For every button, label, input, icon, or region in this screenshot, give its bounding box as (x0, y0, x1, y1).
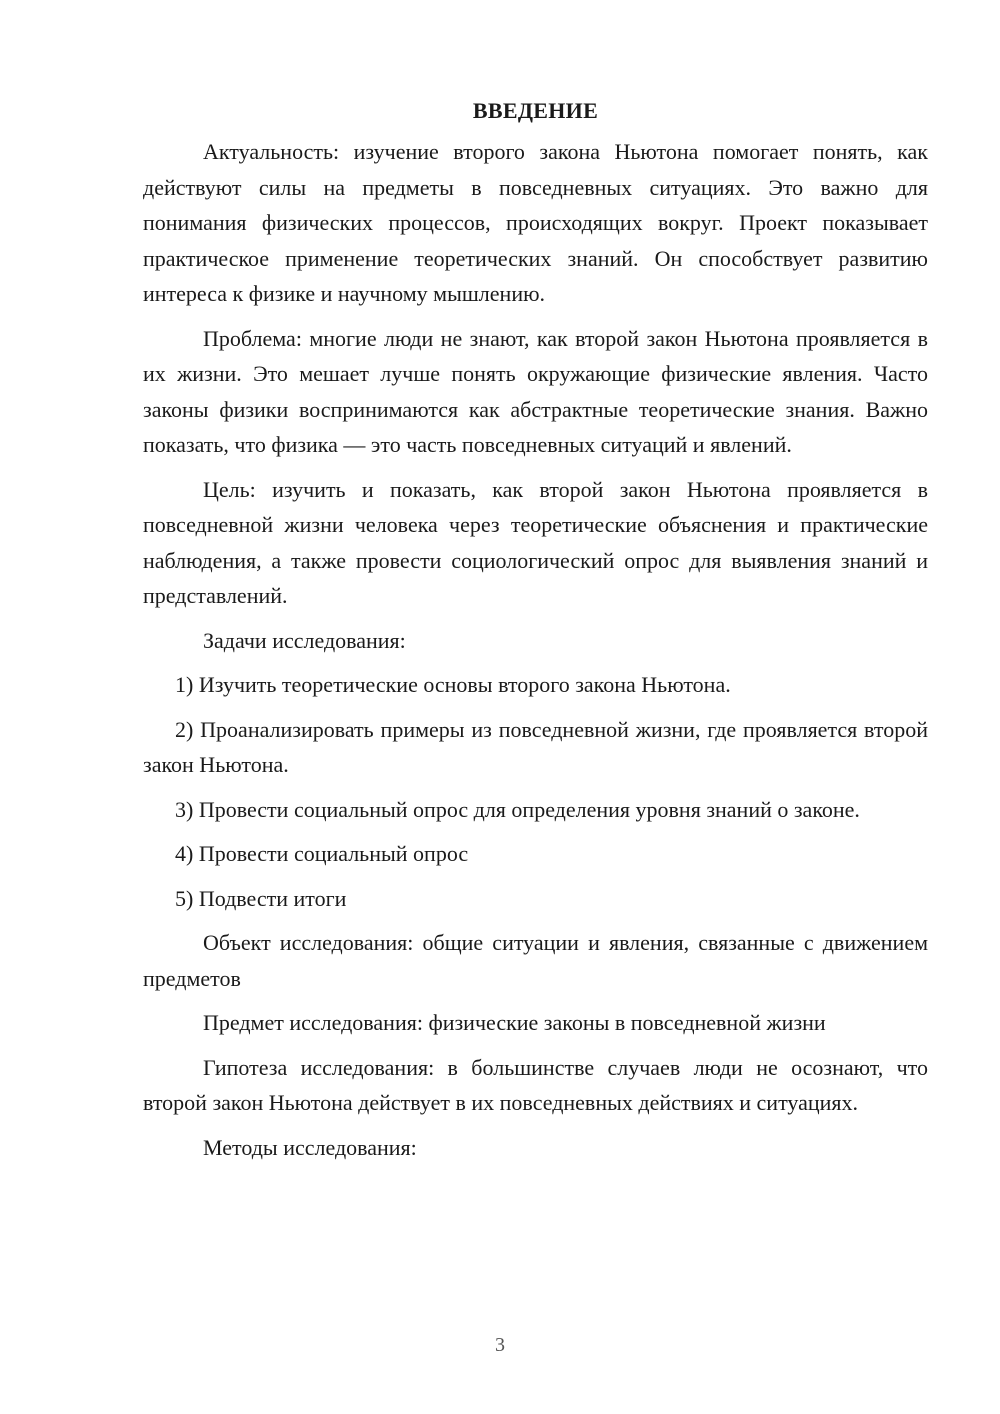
page-number: 3 (495, 1334, 505, 1356)
paragraph-goal: Цель: изучить и показать, как второй закон Ньютона проявляется в повседневной жизни человека через теоретические объяснения и практические наблюдения, а также провести социологический опрос для выявления знаний и представлений. (143, 476, 928, 608)
paragraph-methods: Методы исследования: (203, 1134, 417, 1160)
task-item-3: 3) Провести социальный опрос для определения уровня знаний о законе. (175, 796, 860, 822)
paragraph-hypothesis: Гипотеза исследования: в большинстве случаев люди не осознают, что второй закон Ньютона действует в их повседневных действиях и ситуациях. (143, 1054, 928, 1115)
task-item-4: 4) Провести социальный опрос (175, 841, 469, 866)
document-page (143, 96, 928, 1174)
task-item-1: 1) Изучить теоретические основы второго закона Ньютона. (175, 672, 731, 697)
paragraph-relevance: Актуальность: изучение второго закона Ньютона помогает понять, как действуют силы на предметы в повседневных ситуациях. Это важно для понимания физических процессов, происходящих вокруг. Проект показывает практическое применение теоретических знаний. Он способствует развитию интереса к физике и научному мышлению. (143, 139, 928, 306)
page-title: ВВЕДЕНИЕ (472, 98, 599, 123)
paragraph-object: Объект исследования: общие ситуации и явления, связанные с движением предметов (143, 930, 928, 991)
task-item-5: 5) Подвести итоги (175, 885, 347, 911)
task-item-2: 2) Проанализировать примеры из повседневной жизни, где проявляется второй закон Ньютона. (143, 716, 928, 777)
paragraph-subject: Предмет исследования: физические законы в повседневной жизни (203, 1010, 826, 1035)
paragraph-problem: Проблема: многие люди не знают, как второй закон Ньютона проявляется в их жизни. Это мешает лучше понять окружающие физические явления. Часто законы физики воспринимаются как абстрактные теоретические знания. Важно показать, что физика — это часть повседневных ситуаций и явлений. (143, 325, 928, 457)
paragraph-tasks-heading: Задачи исследования: (203, 627, 406, 653)
